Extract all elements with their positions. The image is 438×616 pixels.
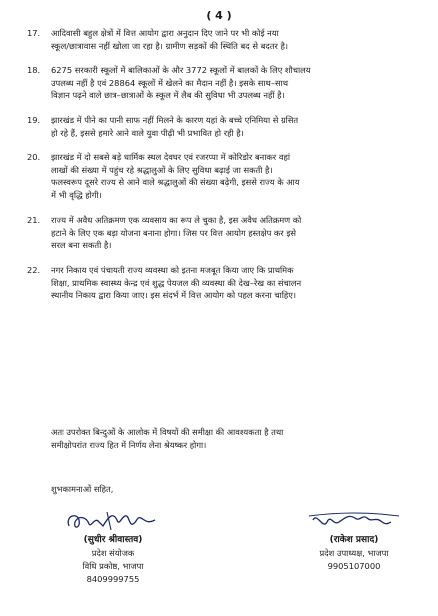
- page-number: ( 4 ): [206, 9, 232, 22]
- handwritten-signature: [63, 508, 163, 534]
- item-number: 18.: [27, 65, 41, 75]
- item-number: 17.: [27, 28, 41, 38]
- item-text: [51, 264, 412, 302]
- signatory-title: प्रदेश संयोजक: [91, 548, 135, 558]
- signatory-name: (राकेश प्रसाद): [329, 535, 379, 545]
- text-line: समीक्षोपरांत राज्य हित में निर्णय लेना श्रेयष्कर होगा।: [51, 439, 207, 450]
- item-text: [51, 114, 412, 139]
- signatory-name: (सुधीर श्रीवास्तव): [83, 535, 143, 545]
- conclusion-paragraph: [51, 426, 416, 451]
- text-line: लाखों की संख्या में पहुंच रहे श्रद्धालुओं के लिए सुविधा बढ़ाई जा सकती है।: [51, 164, 273, 175]
- item-number: 19.: [27, 115, 41, 125]
- signatory-department: विधि प्रकोष्ठ, भाजपा: [82, 561, 144, 571]
- text-line: में भी वृद्धि होगी।: [51, 189, 102, 200]
- text-line: अतः उपरोक्त बिन्दुओं के आलोक में विषयों की समीक्षा की आवश्यकता है तथा: [51, 427, 284, 437]
- text-line: हो रहे हैं, इससे हमारे आने वाले युवा पीढ़ी भी प्रभावित हो रही है।: [51, 127, 244, 138]
- text-line: सरल बना सकती है।: [51, 240, 112, 250]
- item-text: [51, 64, 412, 102]
- item-number: 20.: [27, 152, 41, 162]
- item-number: 22.: [27, 265, 41, 275]
- text-line: आदिवासी बहुल क्षेत्रों में वित्त आयोग द्वारा अनुदान दिए जाने पर भी कोई नया: [51, 28, 279, 38]
- item-text: [51, 27, 412, 52]
- signatory-title: प्रदेश उपाध्यक्ष, भाजपा: [319, 548, 389, 558]
- text-line: स्कूल/छात्रावास नहीं खोला जा रहा है। ग्रामीण सड़कों की स्थिति बद से बदतर है।: [51, 40, 289, 51]
- signatory-block-left: [58, 508, 168, 586]
- text-line: हटाने के लिए एक बड़ा योजना बनाना होगा। जिस पर वित्त आयोग हस्तक्षेप कर इसे: [51, 227, 297, 238]
- handwritten-signature: [299, 508, 409, 534]
- text-line: झारखंड में दो सबसे बड़े धार्मिक स्थल देवघर एवं रजरप्पा में कोरिडोर बनाकर वहां: [51, 152, 291, 162]
- signatory-phone: 8409999755: [86, 574, 140, 584]
- text-line: 6275 सरकारी स्कूलों में बालिकाओं के और 3772 स्कूलों में बालकों के लिए शौचालय: [51, 65, 311, 75]
- signatory-block-right: [290, 508, 418, 573]
- text-line: विज्ञान पढ़ने वाले छात्र–छात्राओं के स्कूल में लैब की सुविधा भी उपलब्ध नहीं है।: [51, 90, 285, 100]
- item-number: 21.: [27, 215, 41, 225]
- item-text: [51, 151, 412, 201]
- signatory-phone: 9905107000: [327, 561, 381, 571]
- text-line: नगर निकाय एवं पंचायती राज्य व्यवस्था को इतना मजबूत किया जाए कि प्राथमिक: [51, 265, 294, 275]
- text-line: उपलब्ध नहीं है एवं 28864 स्कूलों में खेलने का मैदान नहीं है। इसके साथ–साथ: [51, 77, 289, 88]
- closing-salutation: शुभकामनाओं सहित,: [51, 484, 114, 494]
- text-line: फलस्वरूप दूसरे राज्य से आने वाले श्रद्धालुओं की संख्या बढ़ेगी, इससे राज्य के आय: [51, 177, 300, 187]
- text-line: झारखंड में पीने का पानी साफ नहीं मिलने के कारण यहां के बच्चे एनिमिया से ग्रसित: [51, 115, 299, 125]
- text-line: राज्य में अवैध अतिक्रमण एक व्यवसाय का रूप ले चुका है, इस अवैध अतिक्रमण को: [51, 215, 302, 225]
- text-line: शिक्षा, प्राथमिक स्वास्थ्य केन्द्र एवं शुद्ध पेयजल की व्यवस्था की देख–रेख का संचालन: [51, 277, 302, 288]
- item-text: [51, 214, 412, 252]
- text-line: स्थानीय निकाय द्वारा किया जाए। इस संदर्भ में वित्त आयोग को पहल करना चाहिए।: [51, 290, 297, 300]
